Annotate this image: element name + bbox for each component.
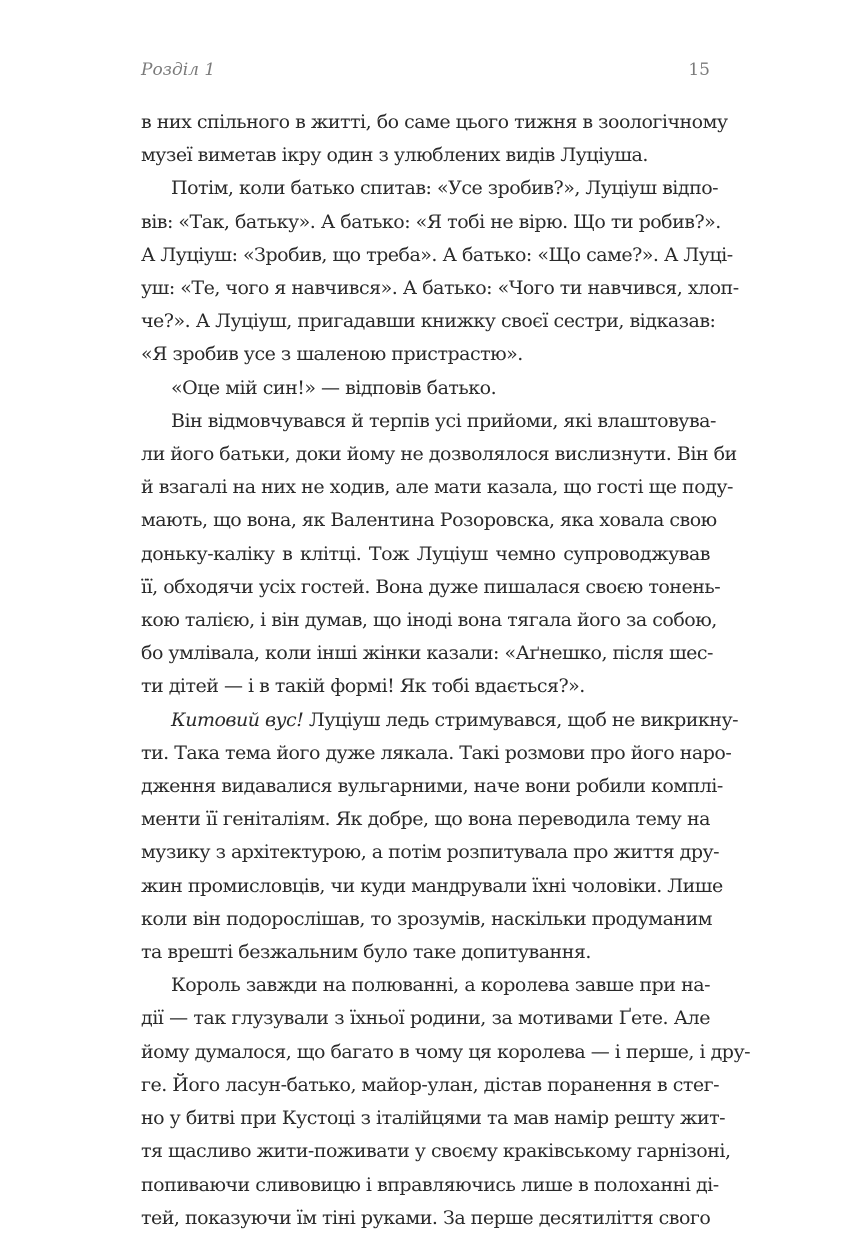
paragraph [141,969,751,1235]
text-line: бо умлівала, коли інші жінки казали: «Аґнешко, після шес- [141,642,713,665]
text-line: ге. Його ласун-батько, майор-улан, дістав поранення в стег- [141,1073,719,1096]
text-line: дії — так глузували з їхньої родини, за мотивами Ґете. Але [141,1007,710,1030]
text-line: коли він подорослішав, то зрозумів, наскільки продуманим [141,907,713,930]
paragraph [141,172,739,371]
text-line: жин промисловців, чи куди мандрували їхні чоловіки. Лише [141,874,723,897]
chapter-title: Розділ 1 [141,60,216,80]
page-number: 15 [688,60,710,80]
line-remainder: Луціуш ледь стримувався, щоб не викрикну- [303,708,739,731]
text-line: ти дітей — і в такій формі! Як тобі вдається?». [141,675,585,698]
text-line: Потім, коли батько спитав: «Усе зробив?», Луціуш відпо- [171,177,719,200]
text-line: йому думалося, що багато в чому ця королева — і перше, і дру- [141,1040,751,1063]
text-line: но у битві при Кустоці з італійцями та мав намір решту жит- [141,1107,726,1130]
text-line: Він відмовчувався й терпів усі прийоми, які влаштовува- [171,409,716,432]
text-line: вів: «Так, батьку». А батько: «Я тобі не вірю. Що ти робив?». [141,210,721,233]
text-line: мають, що вона, як Валентина Розоровска, яка ховала свою [141,509,717,532]
text-line: «Оце мій син!» — відповів батько. [171,376,497,399]
text-line: кою талією, і він думав, що іноді вона тягала його за собою, [141,609,717,632]
text-line: менти її геніталіям. Як добре, що вона переводила тему на [141,808,710,831]
text-line: попиваючи сливовицю і вправляючись лише в полоханні ді- [141,1173,719,1196]
text-line: музеї виметав ікру один з улюблених видів Луціуша. [141,144,648,167]
body-text [141,106,751,1235]
text-line: та врешті безжальним було таке допитування. [141,941,591,964]
text-line-with-italic [141,704,739,737]
paragraph [141,405,737,704]
text-line: уш: «Те, чого я навчився». А батько: «Чого ти навчився, хлоп- [141,277,739,300]
text-line: музику з архітектурою, а потім розпитувала про життя дру- [141,841,720,864]
text-line: Король завжди на полюванні, а королева завше при на- [171,974,710,997]
text-line: че?». А Луціуш, пригадавши книжку своєї сестри, відказав: [141,310,716,333]
text-line: тей, показуючи їм тіні руками. За перше десятиліття свого [141,1206,711,1229]
text-line: А Луціуш: «Зробив, що треба». А батько: «Що саме?». А Луці- [141,243,733,266]
text-line: «Я зробив усе з шаленою пристрастю». [141,343,523,366]
paragraph [141,106,728,172]
running-header [141,60,710,90]
text-line: тя щасливо жити-поживати у своєму краківському гарнізоні, [141,1140,731,1163]
text-line: дження видавалися вульгарними, наче вони робили комплі- [141,775,723,798]
text-line: її, обходячи усіх гостей. Вона дуже пишалася своєю тонень- [141,575,721,598]
paragraph [141,704,739,970]
paragraph [141,372,710,405]
text-line: й взагалі на них не ходив, але мати казала, що гості ще поду- [141,476,733,499]
text-line: в них спільного в житті, бо саме цього тижня в зоологічному [141,111,728,133]
text-line: ли його батьки, доки йому не дозволялося вислизнути. Він би [141,443,737,466]
text-line: ти. Така тема його дуже лякала. Такі розмови про його наро- [141,741,732,764]
italic-phrase: Китовий вус! [171,708,304,731]
text-line: доньку-каліку в клітці. Тож Луціуш чемно супроводжував [141,542,710,565]
